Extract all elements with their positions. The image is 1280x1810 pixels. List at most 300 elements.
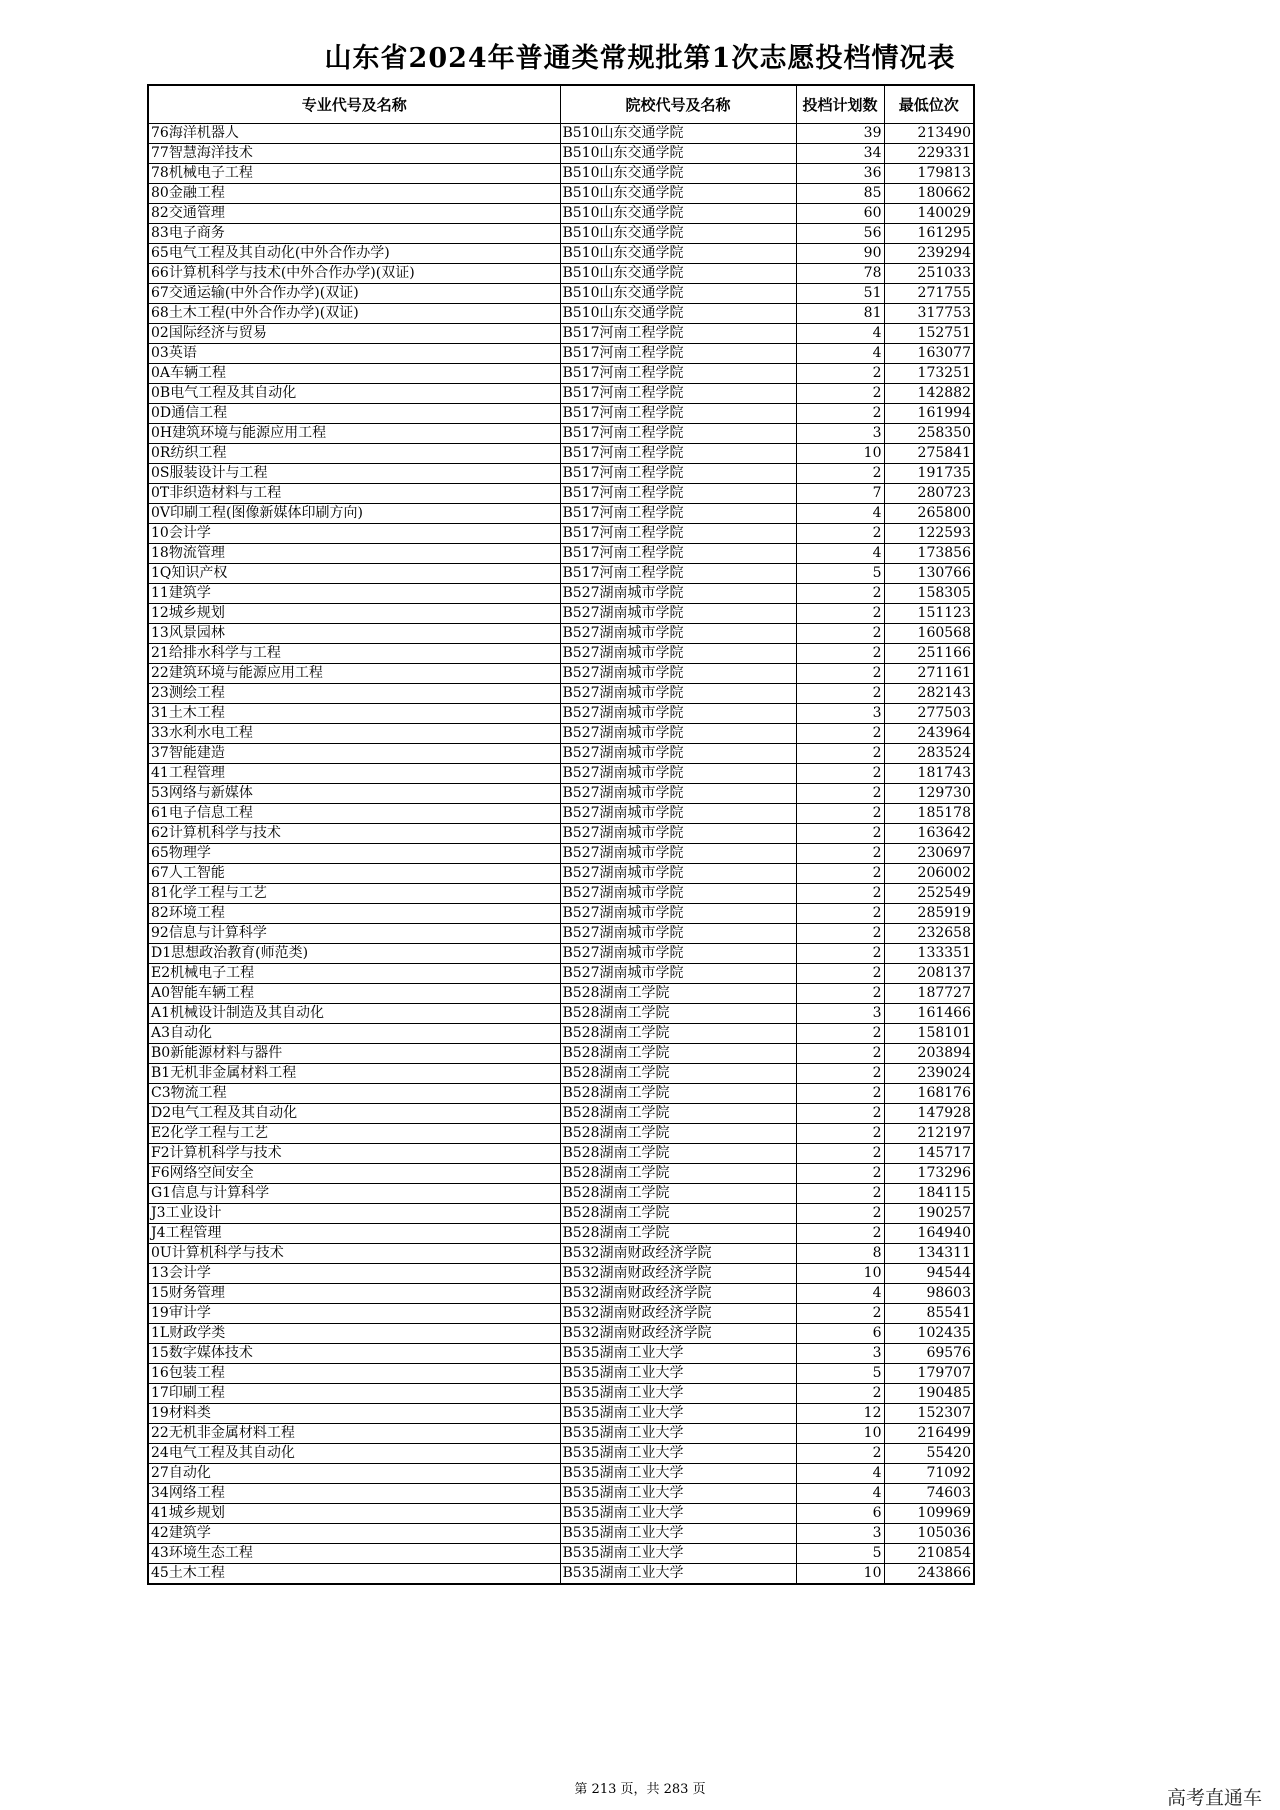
rank-cell: 74603 bbox=[884, 1484, 974, 1504]
table-row bbox=[148, 1024, 974, 1044]
plan-cell: 6 bbox=[796, 1324, 884, 1344]
rank-cell: 280723 bbox=[884, 484, 974, 504]
plan-cell: 2 bbox=[796, 1124, 884, 1144]
school-cell: B535湖南工业大学 bbox=[560, 1564, 796, 1585]
rank-cell: 203894 bbox=[884, 1044, 974, 1064]
rank-cell: 187727 bbox=[884, 984, 974, 1004]
rank-cell: 243964 bbox=[884, 724, 974, 744]
major-cell: 12城乡规划 bbox=[148, 604, 560, 624]
major-cell: 0A车辆工程 bbox=[148, 364, 560, 384]
table-row bbox=[148, 884, 974, 904]
major-cell: 41城乡规划 bbox=[148, 1504, 560, 1524]
table-row bbox=[148, 1564, 974, 1585]
major-cell: 13会计学 bbox=[148, 1264, 560, 1284]
major-cell: 82环境工程 bbox=[148, 904, 560, 924]
rank-cell: 216499 bbox=[884, 1424, 974, 1444]
plan-cell: 5 bbox=[796, 564, 884, 584]
plan-cell: 2 bbox=[796, 384, 884, 404]
table-row bbox=[148, 924, 974, 944]
school-cell: B527湖南城市学院 bbox=[560, 764, 796, 784]
plan-cell: 2 bbox=[796, 804, 884, 824]
school-cell: B517河南工程学院 bbox=[560, 464, 796, 484]
school-cell: B527湖南城市学院 bbox=[560, 944, 796, 964]
rank-cell: 230697 bbox=[884, 844, 974, 864]
school-cell: B510山东交通学院 bbox=[560, 304, 796, 324]
rank-cell: 213490 bbox=[884, 124, 974, 144]
school-cell: B527湖南城市学院 bbox=[560, 924, 796, 944]
major-cell: 65电气工程及其自动化(中外合作办学) bbox=[148, 244, 560, 264]
major-cell: 0V印刷工程(图像新媒体印刷方向) bbox=[148, 504, 560, 524]
major-cell: 42建筑学 bbox=[148, 1524, 560, 1544]
table-row bbox=[148, 584, 974, 604]
table-row bbox=[148, 184, 974, 204]
rank-cell: 163642 bbox=[884, 824, 974, 844]
plan-cell: 2 bbox=[796, 1104, 884, 1124]
table-row bbox=[148, 684, 974, 704]
major-cell: 1L财政学类 bbox=[148, 1324, 560, 1344]
rank-cell: 161295 bbox=[884, 224, 974, 244]
plan-cell: 2 bbox=[796, 684, 884, 704]
plan-cell: 2 bbox=[796, 644, 884, 664]
rank-cell: 152307 bbox=[884, 1404, 974, 1424]
rank-cell: 243866 bbox=[884, 1564, 974, 1585]
rank-cell: 190485 bbox=[884, 1384, 974, 1404]
plan-cell: 2 bbox=[796, 944, 884, 964]
school-cell: B527湖南城市学院 bbox=[560, 864, 796, 884]
school-cell: B528湖南工学院 bbox=[560, 1024, 796, 1044]
rank-cell: 181743 bbox=[884, 764, 974, 784]
major-cell: A1机械设计制造及其自动化 bbox=[148, 1004, 560, 1024]
plan-cell: 2 bbox=[796, 864, 884, 884]
rank-cell: 122593 bbox=[884, 524, 974, 544]
table-row bbox=[148, 604, 974, 624]
major-cell: 23测绘工程 bbox=[148, 684, 560, 704]
plan-cell: 4 bbox=[796, 1484, 884, 1504]
table-row bbox=[148, 124, 974, 144]
school-cell: B527湖南城市学院 bbox=[560, 744, 796, 764]
school-cell: B527湖南城市学院 bbox=[560, 784, 796, 804]
school-cell: B517河南工程学院 bbox=[560, 364, 796, 384]
school-cell: B527湖南城市学院 bbox=[560, 704, 796, 724]
major-cell: 0T非织造材料与工程 bbox=[148, 484, 560, 504]
table-row bbox=[148, 844, 974, 864]
table-row bbox=[148, 904, 974, 924]
major-cell: 0D通信工程 bbox=[148, 404, 560, 424]
school-cell: B535湖南工业大学 bbox=[560, 1404, 796, 1424]
plan-cell: 2 bbox=[796, 1384, 884, 1404]
major-cell: 43环境生态工程 bbox=[148, 1544, 560, 1564]
plan-cell: 2 bbox=[796, 1144, 884, 1164]
plan-cell: 51 bbox=[796, 284, 884, 304]
table-row bbox=[148, 1264, 974, 1284]
table-row bbox=[148, 1504, 974, 1524]
rank-cell: 282143 bbox=[884, 684, 974, 704]
plan-cell: 2 bbox=[796, 1444, 884, 1464]
table-row bbox=[148, 364, 974, 384]
rank-cell: 258350 bbox=[884, 424, 974, 444]
school-cell: B517河南工程学院 bbox=[560, 544, 796, 564]
major-cell: J4工程管理 bbox=[148, 1224, 560, 1244]
table-row bbox=[148, 1244, 974, 1264]
table-row bbox=[148, 864, 974, 884]
major-cell: 37智能建造 bbox=[148, 744, 560, 764]
plan-cell: 81 bbox=[796, 304, 884, 324]
table-row bbox=[148, 164, 974, 184]
major-cell: 22无机非金属材料工程 bbox=[148, 1424, 560, 1444]
major-cell: 31土木工程 bbox=[148, 704, 560, 724]
plan-cell: 2 bbox=[796, 604, 884, 624]
plan-cell: 8 bbox=[796, 1244, 884, 1264]
table-row bbox=[148, 324, 974, 344]
school-cell: B527湖南城市学院 bbox=[560, 584, 796, 604]
plan-cell: 2 bbox=[796, 364, 884, 384]
table-row bbox=[148, 1344, 974, 1364]
rank-cell: 105036 bbox=[884, 1524, 974, 1544]
plan-cell: 2 bbox=[796, 664, 884, 684]
table-row bbox=[148, 1484, 974, 1504]
rank-cell: 98603 bbox=[884, 1284, 974, 1304]
plan-cell: 4 bbox=[796, 344, 884, 364]
major-cell: 18物流管理 bbox=[148, 544, 560, 564]
rank-cell: 158101 bbox=[884, 1024, 974, 1044]
header-major: 专业代号及名称 bbox=[148, 85, 560, 124]
page-footer: 第 213 页，共 283 页 bbox=[574, 1782, 706, 1797]
school-cell: B517河南工程学院 bbox=[560, 484, 796, 504]
major-cell: 03英语 bbox=[148, 344, 560, 364]
rank-cell: 239294 bbox=[884, 244, 974, 264]
table-row bbox=[148, 1304, 974, 1324]
major-cell: 45土木工程 bbox=[148, 1564, 560, 1585]
rank-cell: 161466 bbox=[884, 1004, 974, 1024]
school-cell: B510山东交通学院 bbox=[560, 284, 796, 304]
school-cell: B528湖南工学院 bbox=[560, 1144, 796, 1164]
plan-cell: 2 bbox=[796, 744, 884, 764]
plan-cell: 2 bbox=[796, 824, 884, 844]
plan-cell: 2 bbox=[796, 1204, 884, 1224]
major-cell: 17印刷工程 bbox=[148, 1384, 560, 1404]
rank-cell: 134311 bbox=[884, 1244, 974, 1264]
plan-cell: 85 bbox=[796, 184, 884, 204]
school-cell: B532湖南财政经济学院 bbox=[560, 1304, 796, 1324]
plan-cell: 3 bbox=[796, 1524, 884, 1544]
rank-cell: 239024 bbox=[884, 1064, 974, 1084]
plan-cell: 3 bbox=[796, 424, 884, 444]
header-rank: 最低位次 bbox=[884, 85, 974, 124]
plan-cell: 90 bbox=[796, 244, 884, 264]
major-cell: 19材料类 bbox=[148, 1404, 560, 1424]
rank-cell: 71092 bbox=[884, 1464, 974, 1484]
school-cell: B532湖南财政经济学院 bbox=[560, 1324, 796, 1344]
table-row bbox=[148, 984, 974, 1004]
major-cell: 62计算机科学与技术 bbox=[148, 824, 560, 844]
rank-cell: 173856 bbox=[884, 544, 974, 564]
rank-cell: 152751 bbox=[884, 324, 974, 344]
rank-cell: 142882 bbox=[884, 384, 974, 404]
plan-cell: 2 bbox=[796, 624, 884, 644]
plan-cell: 2 bbox=[796, 1184, 884, 1204]
school-cell: B517河南工程学院 bbox=[560, 564, 796, 584]
table-row bbox=[148, 1324, 974, 1344]
rank-cell: 283524 bbox=[884, 744, 974, 764]
school-cell: B517河南工程学院 bbox=[560, 384, 796, 404]
major-cell: 0R纺织工程 bbox=[148, 444, 560, 464]
school-cell: B535湖南工业大学 bbox=[560, 1524, 796, 1544]
rank-cell: 179813 bbox=[884, 164, 974, 184]
rank-cell: 251166 bbox=[884, 644, 974, 664]
major-cell: C3物流工程 bbox=[148, 1084, 560, 1104]
table-row bbox=[148, 624, 974, 644]
table-row bbox=[148, 1424, 974, 1444]
rank-cell: 164940 bbox=[884, 1224, 974, 1244]
school-cell: B527湖南城市学院 bbox=[560, 904, 796, 924]
rank-cell: 161994 bbox=[884, 404, 974, 424]
plan-cell: 10 bbox=[796, 1264, 884, 1284]
table-row bbox=[148, 1064, 974, 1084]
plan-cell: 2 bbox=[796, 884, 884, 904]
table-row bbox=[148, 504, 974, 524]
plan-cell: 4 bbox=[796, 1464, 884, 1484]
major-cell: 0S服装设计与工程 bbox=[148, 464, 560, 484]
school-cell: B535湖南工业大学 bbox=[560, 1344, 796, 1364]
school-cell: B528湖南工学院 bbox=[560, 1084, 796, 1104]
school-cell: B528湖南工学院 bbox=[560, 1184, 796, 1204]
table-row bbox=[148, 744, 974, 764]
school-cell: B527湖南城市学院 bbox=[560, 824, 796, 844]
table-row bbox=[148, 964, 974, 984]
major-cell: 22建筑环境与能源应用工程 bbox=[148, 664, 560, 684]
major-cell: 34网络工程 bbox=[148, 1484, 560, 1504]
major-cell: F6网络空间安全 bbox=[148, 1164, 560, 1184]
major-cell: 83电子商务 bbox=[148, 224, 560, 244]
school-cell: B510山东交通学院 bbox=[560, 164, 796, 184]
table-row bbox=[148, 1404, 974, 1424]
school-cell: B510山东交通学院 bbox=[560, 144, 796, 164]
plan-cell: 2 bbox=[796, 724, 884, 744]
rank-cell: 265800 bbox=[884, 504, 974, 524]
school-cell: B527湖南城市学院 bbox=[560, 644, 796, 664]
major-cell: 15数字媒体技术 bbox=[148, 1344, 560, 1364]
major-cell: 53网络与新媒体 bbox=[148, 784, 560, 804]
plan-cell: 5 bbox=[796, 1364, 884, 1384]
school-cell: B535湖南工业大学 bbox=[560, 1544, 796, 1564]
major-cell: 67交通运输(中外合作办学)(双证) bbox=[148, 284, 560, 304]
table-row bbox=[148, 1184, 974, 1204]
plan-cell: 2 bbox=[796, 1084, 884, 1104]
table-row bbox=[148, 784, 974, 804]
rank-cell: 179707 bbox=[884, 1364, 974, 1384]
table-row bbox=[148, 1384, 974, 1404]
rank-cell: 160568 bbox=[884, 624, 974, 644]
school-cell: B517河南工程学院 bbox=[560, 504, 796, 524]
major-cell: A0智能车辆工程 bbox=[148, 984, 560, 1004]
major-cell: 0U计算机科学与技术 bbox=[148, 1244, 560, 1264]
rank-cell: 151123 bbox=[884, 604, 974, 624]
table-row bbox=[148, 1144, 974, 1164]
major-cell: 13风景园林 bbox=[148, 624, 560, 644]
plan-cell: 39 bbox=[796, 124, 884, 144]
major-cell: 0H建筑环境与能源应用工程 bbox=[148, 424, 560, 444]
major-cell: 68土木工程(中外合作办学)(双证) bbox=[148, 304, 560, 324]
school-cell: B510山东交通学院 bbox=[560, 244, 796, 264]
plan-cell: 2 bbox=[796, 404, 884, 424]
major-cell: D1思想政治教育(师范类) bbox=[148, 944, 560, 964]
major-cell: 78机械电子工程 bbox=[148, 164, 560, 184]
plan-cell: 4 bbox=[796, 1284, 884, 1304]
table-row bbox=[148, 264, 974, 284]
school-cell: B528湖南工学院 bbox=[560, 1004, 796, 1024]
major-cell: 10会计学 bbox=[148, 524, 560, 544]
plan-cell: 2 bbox=[796, 524, 884, 544]
rank-cell: 191735 bbox=[884, 464, 974, 484]
table-row bbox=[148, 1104, 974, 1124]
school-cell: B528湖南工学院 bbox=[560, 1204, 796, 1224]
school-cell: B532湖南财政经济学院 bbox=[560, 1264, 796, 1284]
school-cell: B527湖南城市学院 bbox=[560, 964, 796, 984]
school-cell: B517河南工程学院 bbox=[560, 444, 796, 464]
major-cell: 65物理学 bbox=[148, 844, 560, 864]
table-row bbox=[148, 304, 974, 324]
plan-cell: 2 bbox=[796, 1024, 884, 1044]
major-cell: 61电子信息工程 bbox=[148, 804, 560, 824]
plan-cell: 10 bbox=[796, 444, 884, 464]
major-cell: 76海洋机器人 bbox=[148, 124, 560, 144]
school-cell: B528湖南工学院 bbox=[560, 1224, 796, 1244]
table-row bbox=[148, 664, 974, 684]
school-cell: B517河南工程学院 bbox=[560, 424, 796, 444]
school-cell: B528湖南工学院 bbox=[560, 1064, 796, 1084]
rank-cell: 317753 bbox=[884, 304, 974, 324]
table-row bbox=[148, 244, 974, 264]
table-row bbox=[148, 1084, 974, 1104]
school-cell: B532湖南财政经济学院 bbox=[560, 1284, 796, 1304]
major-cell: 0B电气工程及其自动化 bbox=[148, 384, 560, 404]
table-row bbox=[148, 544, 974, 564]
major-cell: G1信息与计算科学 bbox=[148, 1184, 560, 1204]
plan-cell: 2 bbox=[796, 1064, 884, 1084]
major-cell: 27自动化 bbox=[148, 1464, 560, 1484]
major-cell: 24电气工程及其自动化 bbox=[148, 1444, 560, 1464]
plan-cell: 36 bbox=[796, 164, 884, 184]
major-cell: 02国际经济与贸易 bbox=[148, 324, 560, 344]
rank-cell: 145717 bbox=[884, 1144, 974, 1164]
school-cell: B527湖南城市学院 bbox=[560, 804, 796, 824]
plan-cell: 2 bbox=[796, 1044, 884, 1064]
rank-cell: 130766 bbox=[884, 564, 974, 584]
rank-cell: 210854 bbox=[884, 1544, 974, 1564]
table-row bbox=[148, 1004, 974, 1024]
plan-cell: 3 bbox=[796, 1004, 884, 1024]
table-row bbox=[148, 724, 974, 744]
major-cell: 67人工智能 bbox=[148, 864, 560, 884]
plan-cell: 56 bbox=[796, 224, 884, 244]
major-cell: 41工程管理 bbox=[148, 764, 560, 784]
table-row bbox=[148, 204, 974, 224]
school-cell: B527湖南城市学院 bbox=[560, 844, 796, 864]
rank-cell: 252549 bbox=[884, 884, 974, 904]
rank-cell: 102435 bbox=[884, 1324, 974, 1344]
rank-cell: 206002 bbox=[884, 864, 974, 884]
plan-cell: 78 bbox=[796, 264, 884, 284]
plan-cell: 2 bbox=[796, 1224, 884, 1244]
school-cell: B535湖南工业大学 bbox=[560, 1384, 796, 1404]
major-cell: E2化学工程与工艺 bbox=[148, 1124, 560, 1144]
table-row bbox=[148, 284, 974, 304]
plan-cell: 4 bbox=[796, 504, 884, 524]
rank-cell: 208137 bbox=[884, 964, 974, 984]
rank-cell: 285919 bbox=[884, 904, 974, 924]
watermark: 高考直通车 bbox=[1166, 1787, 1262, 1809]
rank-cell: 232658 bbox=[884, 924, 974, 944]
school-cell: B528湖南工学院 bbox=[560, 1104, 796, 1124]
plan-cell: 2 bbox=[796, 764, 884, 784]
header-plan: 投档计划数 bbox=[796, 85, 884, 124]
plan-cell: 5 bbox=[796, 1544, 884, 1564]
page-title: 山东省2024年普通类常规批第1次志愿投档情况表 bbox=[324, 43, 956, 74]
major-cell: 1Q知识产权 bbox=[148, 564, 560, 584]
major-cell: F2计算机科学与技术 bbox=[148, 1144, 560, 1164]
plan-cell: 10 bbox=[796, 1424, 884, 1444]
major-cell: 66计算机科学与技术(中外合作办学)(双证) bbox=[148, 264, 560, 284]
major-cell: 80金融工程 bbox=[148, 184, 560, 204]
table-row bbox=[148, 1204, 974, 1224]
rank-cell: 184115 bbox=[884, 1184, 974, 1204]
plan-cell: 3 bbox=[796, 1344, 884, 1364]
plan-cell: 7 bbox=[796, 484, 884, 504]
school-cell: B532湖南财政经济学院 bbox=[560, 1244, 796, 1264]
rank-cell: 85541 bbox=[884, 1304, 974, 1324]
school-cell: B510山东交通学院 bbox=[560, 124, 796, 144]
table-row bbox=[148, 564, 974, 584]
rank-cell: 69576 bbox=[884, 1344, 974, 1364]
table-row bbox=[148, 444, 974, 464]
major-cell: 92信息与计算科学 bbox=[148, 924, 560, 944]
rank-cell: 168176 bbox=[884, 1084, 974, 1104]
rank-cell: 180662 bbox=[884, 184, 974, 204]
plan-cell: 12 bbox=[796, 1404, 884, 1424]
table-row bbox=[148, 824, 974, 844]
table-row bbox=[148, 704, 974, 724]
admission-table bbox=[147, 84, 975, 1585]
school-cell: B517河南工程学院 bbox=[560, 324, 796, 344]
table-row bbox=[148, 644, 974, 664]
rank-cell: 271755 bbox=[884, 284, 974, 304]
school-cell: B535湖南工业大学 bbox=[560, 1484, 796, 1504]
plan-cell: 2 bbox=[796, 1304, 884, 1324]
plan-cell: 4 bbox=[796, 544, 884, 564]
rank-cell: 55420 bbox=[884, 1444, 974, 1464]
table-row bbox=[148, 144, 974, 164]
table-header-row bbox=[148, 85, 974, 124]
table-row bbox=[148, 944, 974, 964]
school-cell: B535湖南工业大学 bbox=[560, 1444, 796, 1464]
school-cell: B510山东交通学院 bbox=[560, 224, 796, 244]
plan-cell: 2 bbox=[796, 984, 884, 1004]
major-cell: 82交通管理 bbox=[148, 204, 560, 224]
school-cell: B535湖南工业大学 bbox=[560, 1464, 796, 1484]
major-cell: B0新能源材料与器件 bbox=[148, 1044, 560, 1064]
table-row bbox=[148, 1524, 974, 1544]
school-cell: B527湖南城市学院 bbox=[560, 724, 796, 744]
rank-cell: 185178 bbox=[884, 804, 974, 824]
rank-cell: 140029 bbox=[884, 204, 974, 224]
table-body bbox=[148, 124, 974, 1585]
table-row bbox=[148, 804, 974, 824]
major-cell: 16包装工程 bbox=[148, 1364, 560, 1384]
rank-cell: 190257 bbox=[884, 1204, 974, 1224]
plan-cell: 2 bbox=[796, 924, 884, 944]
table-row bbox=[148, 224, 974, 244]
school-cell: B517河南工程学院 bbox=[560, 524, 796, 544]
